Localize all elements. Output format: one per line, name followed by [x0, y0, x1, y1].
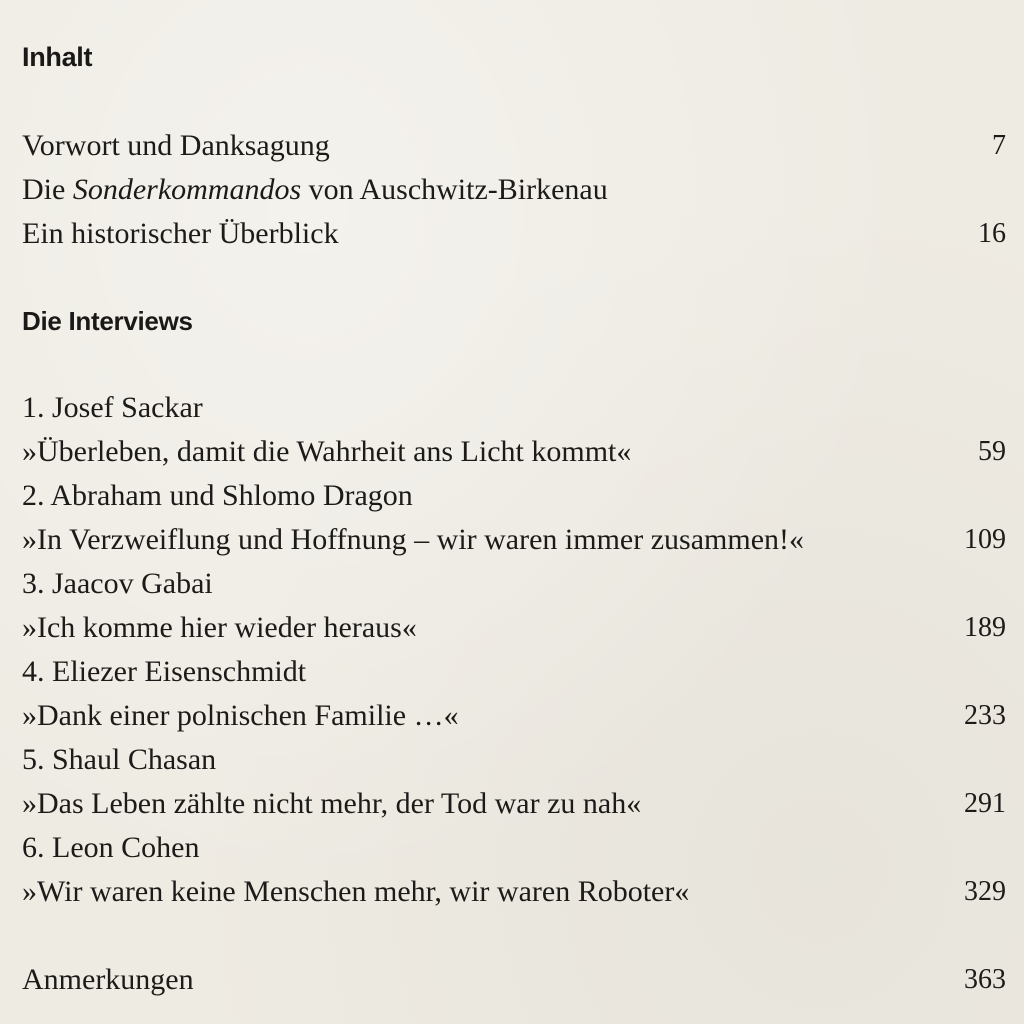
interview-name-text: 3. Jaacov Gabai [22, 567, 213, 600]
toc-entry-ueberblick [22, 216, 1006, 260]
interview-title-text: »Wir waren keine Menschen mehr, wir waren Roboter« [22, 875, 690, 908]
toc-entry-title-italic: Sonderkommandos [72, 173, 302, 206]
interview-page: 59 [978, 436, 1006, 467]
interview-name [22, 742, 1006, 786]
interview-name-text: 5. Shaul Chasan [22, 743, 217, 776]
toc-entry-page: 363 [964, 964, 1006, 995]
toc-entry-title: Anmerkungen [22, 963, 194, 996]
interview-title [22, 698, 1006, 742]
interview-title [22, 522, 1006, 566]
interview-title-text: »Überleben, damit die Wahrheit ans Licht kommt« [22, 435, 632, 468]
toc-entry-sonderkommandos [22, 172, 1006, 216]
toc-entry-page: 16 [978, 218, 1006, 249]
interview-name-text: 6. Leon Cohen [22, 831, 200, 864]
interview-page: 329 [964, 876, 1006, 907]
interview-name [22, 390, 1006, 434]
section-heading-interviews: Die Interviews [22, 306, 193, 336]
toc-entry-anmerkungen [22, 962, 1006, 1006]
interview-page: 189 [964, 612, 1006, 643]
interview-name-text: 2. Abraham und Shlomo Dragon [22, 479, 413, 512]
interview-title-text: »In Verzweiflung und Hoffnung – wir waren immer zusammen!« [22, 523, 805, 556]
interview-title-text: »Dank einer polnischen Familie …« [22, 699, 459, 732]
interview-title [22, 874, 1006, 918]
interview-title [22, 786, 1006, 830]
interview-name-text: 1. Josef Sackar [22, 391, 203, 424]
toc-entry-title-after: von Auschwitz-Birkenau [301, 173, 608, 206]
toc-entry-vorwort [22, 128, 1006, 172]
toc-entry-title-before: Die [22, 173, 73, 206]
interview-name [22, 566, 1006, 610]
interview-name [22, 830, 1006, 874]
interview-page: 109 [964, 524, 1006, 555]
interview-title-text: »Ich komme hier wieder heraus« [22, 611, 417, 644]
interview-page: 233 [964, 700, 1006, 731]
toc-entry-title: Vorwort und Danksagung [22, 129, 330, 162]
toc-entry-page: 7 [992, 130, 1006, 161]
toc-entry-title [22, 172, 608, 208]
interview-title [22, 610, 1006, 654]
interview-title-text: »Das Leben zählte nicht mehr, der Tod war zu nah« [22, 787, 642, 820]
interview-page: 291 [964, 788, 1006, 819]
toc-entry-title: Ein historischer Überblick [22, 217, 339, 250]
interview-title [22, 434, 1006, 478]
interview-name [22, 478, 1006, 522]
toc-heading: Inhalt [22, 42, 93, 72]
interview-name [22, 654, 1006, 698]
interview-name-text: 4. Eliezer Eisenschmidt [22, 655, 307, 688]
